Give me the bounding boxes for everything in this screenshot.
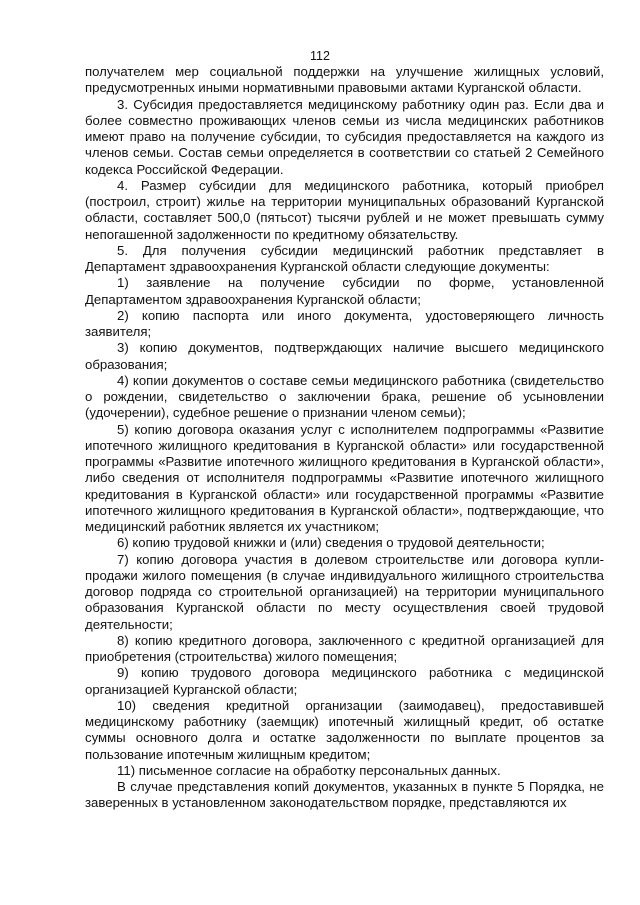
paragraph: 3. Субсидия предоставляется медицинскому работнику один раз. Если два и более совместно проживающих членов семьи из числа медицинских работников имеют право на получение субсидии, то субсидия предоставляется на каждого из членов семьи. Состав семьи определяется в соответствии со статьей 2 Семейного кодекса Российской Федерации.	[85, 96, 604, 177]
paragraph: 4) копии документов о составе семьи медицинского работника (свидетельство о рождении, свидетельство о заключении брака, решение об усыновлении (удочерении), судебное решение о признании членом семьи);	[85, 372, 604, 421]
paragraph: 1) заявление на получение субсидии по форме, установленной Департаментом здравоохранения Курганской области;	[85, 275, 604, 307]
paragraph: 5. Для получения субсидии медицинский работник представляет в Департамент здравоохранения Курганской области следующие документы:	[85, 242, 604, 274]
document-body	[85, 64, 604, 812]
paragraph: 7) копию договора участия в долевом строительстве или договора купли-продажи жилого помещения (в случае индивидуального жилищного строительства договор подряда со строительной организацией) на территории муниципального образования Курганской области по месту осуществления своей трудовой деятельности;	[85, 551, 604, 632]
paragraph: 8) копию кредитного договора, заключенного с кредитной организацией для приобретения (строительства) жилого помещения;	[85, 632, 604, 664]
paragraph: 3) копию документов, подтверждающих наличие высшего медицинского образования;	[85, 340, 604, 372]
paragraph: 4. Размер субсидии для медицинского работника, который приобрел (построил, строит) жилье на территории муниципальных образований Курганской области, составляет 500,0 (пятьсот) тысячи рублей и не может превышать сумму непогашенной задолженности по кредитному обязательству.	[85, 177, 604, 242]
page-number: 112	[310, 49, 330, 63]
paragraph: 11) письменное согласие на обработку персональных данных.	[117, 762, 501, 778]
paragraph: 2) копию паспорта или иного документа, удостоверяющего личность заявителя;	[85, 307, 604, 339]
paragraph: 5) копию договора оказания услуг с исполнителем подпрограммы «Развитие ипотечного жилищного кредитования в Курганской области» или государственной программы «Развитие ипотечного жилищного кредитования в Курганской области», либо сведения от исполнителя подпрограммы «Развитие ипотечного жилищного кредитования в Курганской области» или государственной программы «Развитие ипотечного жилищного кредитования в Курганской области», подтверждающие, что медицинский работник является их участником;	[85, 421, 604, 534]
paragraph: 9) копию трудового договора медицинского работника с медицинской организацией Курганской области;	[85, 665, 604, 697]
paragraph: В случае представления копий документов, указанных в пункте 5 Порядка, не заверенных в установленном законодательством порядке, представляются их	[85, 779, 604, 811]
paragraph: получателем мер социальной поддержки на улучшение жилищных условий, предусмотренных иными нормативными правовыми актами Курганской области.	[85, 64, 604, 96]
paragraph: 6) копию трудовой книжки и (или) сведения о трудовой деятельности;	[117, 535, 545, 551]
paragraph: 10) сведения кредитной организации (заимодавец), предоставившей медицинскому работнику (заемщик) ипотечный жилищный кредит, об остатке суммы основного долга и остатке задолженности по выплате процентов за пользование ипотечным жилищным кредитом;	[85, 697, 604, 762]
